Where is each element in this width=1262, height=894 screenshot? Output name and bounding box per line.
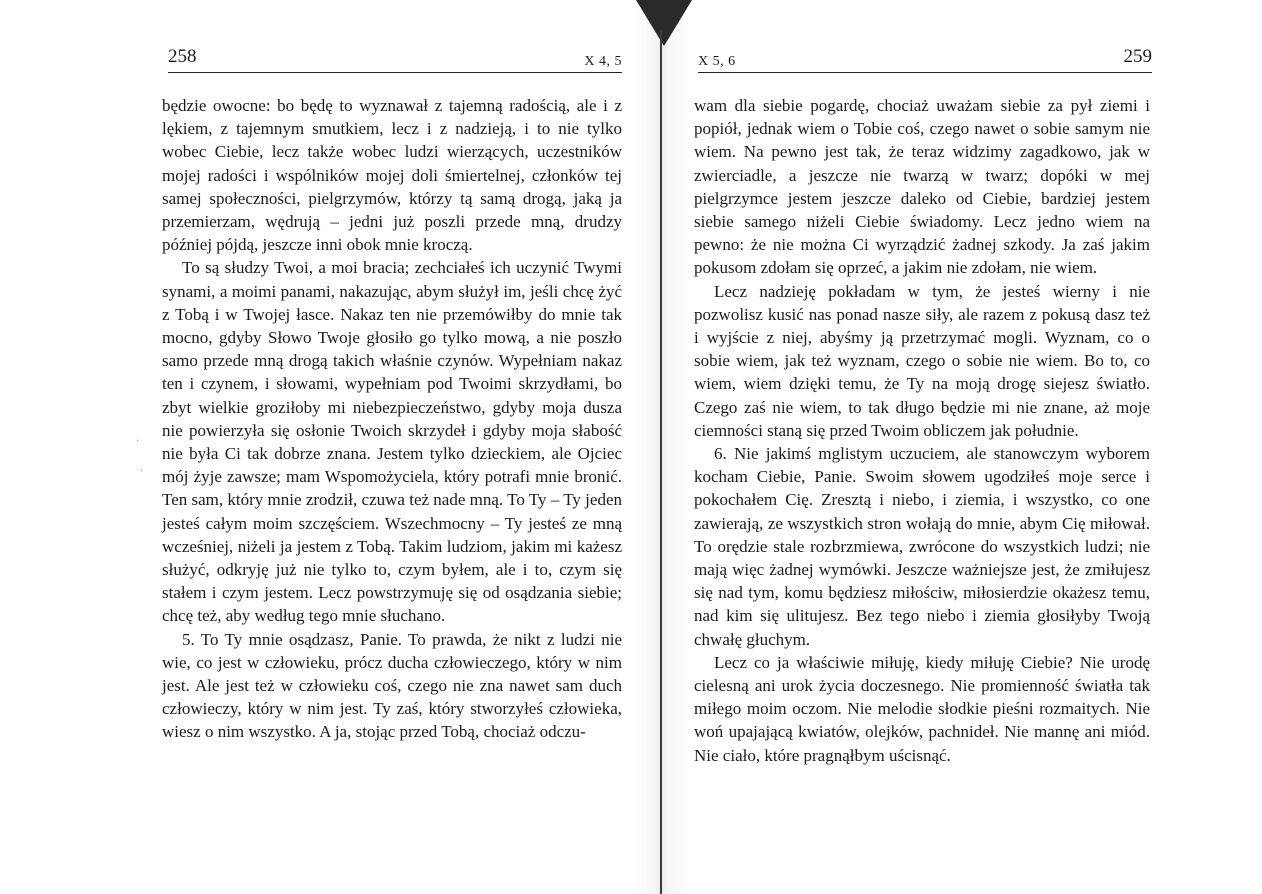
paragraph: 5. To Ty mnie osądzasz, Panie. To prawda, że nikt z ludzi nie wie, co jest w człowieku, prócz ducha człowieczego, który w nim jest. Ale jest też w człowieku coś, czego nie zna nawet sam duch człowieczy, który w nim jest. Ty zaś, który stworzyłeś człowieka, wiesz o nim wszystko. A ja, stojąc przed Tobą, chociaż odczu- <box>162 629 622 742</box>
page-number: 258 <box>168 46 197 67</box>
page-number: 259 <box>1123 46 1152 67</box>
paragraph: Lecz nadzieję pokładam w tym, że jesteś wierny i nie pozwolisz kusić nas ponad nasze siły, ale razem z pokusą dasz też i wyjście z niej, abyśmy ją przetrzymać mogli. Wyznam, co o sobie wiem, jak też wyznam, czego o sobie nie wiem. Bo to, co wiem, wiem dzięki temu, że Ty na moją drogę siejesz światło. Czego zaś nie wiem, to tak długo będzie mi nie znane, aż moje ciemności staną się przed Twoim obliczem jak południe. <box>694 281 1150 440</box>
left-page-body <box>162 94 622 744</box>
header-rule <box>168 72 622 73</box>
section-mark: X 4, 5 <box>584 54 622 69</box>
paragraph: Lecz co ja właściwie miłuję, kiedy miłuję Ciebie? Nie urodę cielesną ani urok życia doczesnego. Nie promienność światła tak miłego moim oczom. Nie melodie słodkie pieśni rozmaitych. Nie woń upajającą kwiatów, olejków, pachnideł. Nie mannę ani miód. Nie ciało, które pragnąłbym uścisnąć. <box>694 652 1150 765</box>
header-rule <box>698 72 1152 73</box>
scan-speck: · <box>140 466 144 477</box>
section-mark: X 5, 6 <box>698 54 736 69</box>
paragraph: będzie owocne: bo będę to wyznawał z tajemną radością, ale i z lękiem, z tajemnym smutkiem, lecz i z nadzieją, i to nie tylko wobec Ciebie, lecz także wobec ludzi wierzących, uczestników mojej radości i wspólników mojej doli śmiertelnej, członków tej samej społeczności, pielgrzymów, którzy tą samą drogą, jaką ja przemierzam, wędrują – jedni już poszli przede mną, drudzy później pójdą, jeszcze inni obok mnie kroczą. <box>162 96 622 255</box>
paragraph: To są słudzy Twoi, a moi bracia; zechciałeś ich uczynić Twymi synami, a moimi panami, nakazując, abym służył im, jeśli chcę żyć z Tobą i w Twojej łasce. Nakaz ten nie przemówiłby do mnie tak mocno, gdyby Słowo Twoje głosiło go tylko mową, a nie poszło samo przede mną drogą takich właśnie czynów. Wypełniam nakaz ten i czynem, i słowami, wypełniam pod Twoimi skrzydłami, bo zbyt wielkie groziłoby mi niebezpieczeństwo, gdyby moja dusza nie powierzyła się osłonie Twoich skrzydeł i gdyby moja słabość nie była Ci tak dobrze znana. Jestem tylko dzieckiem, ale Ojciec mój żyje zawsze; mam Wspomożyciela, który potrafi mnie bronić. Ten sam, który mnie zrodził, czuwa też nade mną. To Ty – Ty jeden jesteś całym moim szczęściem. Wszechmocny – Ty jesteś ze mną wcześniej, niżeli ja jestem z Tobą. Takim ludziom, jakim mi każesz służyć, odkryję już nie tylko to, czym byłem, ale i to, czym się stałem i czym jestem. Lecz powstrzymuję się od osądzania siebie; chcę też, aby według tego mnie słuchano. <box>162 258 622 626</box>
right-page-header <box>698 44 1152 74</box>
paragraph: 6. Nie jakimś mglistym uczuciem, ale stanowczym wyborem kocham Ciebie, Panie. Swoim słowem ugodziłeś moje serce i pokochałem Cię. Zresztą i niebo, i ziemia, i wszystko, co one zawierają, ze wszystkich stron wołają do mnie, abym Cię miłował. To orędzie stale rozbrzmiewa, zwrócone do wszystkich ludzi; nie mają więc żadnej wymówki. Jeszcze ważniejsze jest, że zmiłujesz się nad tym, komu będziesz miłościw, miłosierdzie okażesz temu, nad kim się ulitujesz. Bez tego niebo i ziemia głosiłyby Twoją chwałę głuchym. <box>694 444 1150 649</box>
scan-speck: · <box>136 436 140 447</box>
paragraph: wam dla siebie pogardę, chociaż uważam siebie za pył ziemi i popiół, jednak wiem o Tobie coś, czego nawet o sobie samym nie wiem. Na pewno jest tak, że teraz widzimy zagadkowo, jak w zwierciadle, a jeszcze nie twarzą w twarz; dopóki w mej pielgrzymce jestem jeszcze daleko od Ciebie, bardziej jestem siebie samego niżeli Ciebie świadomy. Lecz jedno wiem na pewno: że nie można Ci wyrządzić żadnej szkody. Ja zaś jakim pokusom zdołam się oprzeć, a jakim nie zdołam, nie wiem. <box>694 96 1150 278</box>
right-page <box>662 0 1262 894</box>
right-page-body <box>694 94 1150 767</box>
left-page-header <box>168 44 622 74</box>
